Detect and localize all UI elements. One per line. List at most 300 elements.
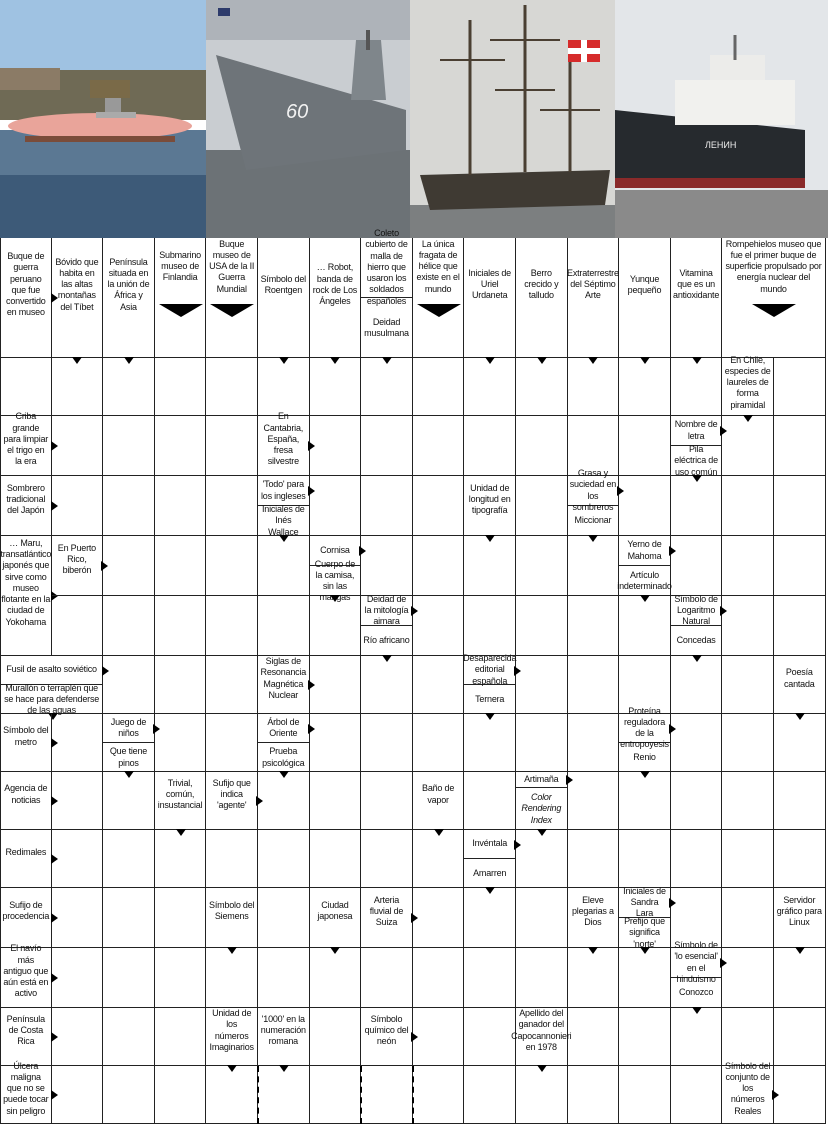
- answer-cell[interactable]: [413, 830, 465, 888]
- clue-text: Extraterrestre del Séptimo Arte: [567, 267, 619, 301]
- clue-cell: [0, 714, 52, 772]
- clue-cell: [0, 476, 52, 536]
- clue-cell: [206, 772, 258, 830]
- clue-text: Pila eléctrica de uso común: [674, 444, 718, 477]
- answer-cell[interactable]: [310, 948, 362, 1008]
- clue-text: Amarren: [473, 867, 507, 878]
- clue-text: Apellido del ganador del Capocannonieri en 1978: [511, 1008, 572, 1052]
- submarine-photo: [0, 0, 208, 238]
- answer-cell[interactable]: [722, 536, 774, 596]
- answer-cell[interactable]: [258, 358, 310, 416]
- clue-cell: [671, 238, 723, 358]
- answer-cell[interactable]: [516, 596, 568, 656]
- clue-text: Prueba psicológica: [262, 746, 305, 768]
- clue-text: Criba grande para limpiar el trigo en la era: [3, 411, 49, 467]
- clue-cell: [671, 940, 723, 1008]
- answer-cell[interactable]: [568, 416, 620, 476]
- clue-cell: [464, 238, 516, 358]
- answer-cell[interactable]: [52, 358, 104, 416]
- clue-text: Península situada en la unión de África y Asia: [107, 256, 150, 312]
- answer-cell[interactable]: [103, 358, 155, 416]
- answer-cell[interactable]: [258, 830, 310, 888]
- clue-text: Fusil de asalto soviético: [1, 656, 102, 685]
- clue-text: Yerno de Mahoma: [619, 536, 670, 566]
- answer-cell[interactable]: [155, 888, 207, 948]
- answer-cell[interactable]: [568, 358, 620, 416]
- answer-cell[interactable]: [361, 476, 413, 536]
- answer-cell[interactable]: [103, 1008, 155, 1066]
- answer-cell[interactable]: [464, 888, 516, 948]
- answer-cell[interactable]: [619, 772, 671, 830]
- answer-cell[interactable]: [774, 596, 826, 656]
- answer-cell[interactable]: [413, 1066, 465, 1124]
- answer-cell[interactable]: [722, 1008, 774, 1066]
- answer-cell[interactable]: [103, 1066, 155, 1124]
- answer-cell[interactable]: [103, 888, 155, 948]
- answer-cell[interactable]: [464, 714, 516, 772]
- clue-text: Símbolo químico del neón: [364, 1013, 409, 1047]
- answer-cell[interactable]: [774, 476, 826, 536]
- answer-cell[interactable]: [516, 416, 568, 476]
- frigate-photo: [410, 0, 617, 238]
- answer-cell[interactable]: [516, 830, 568, 888]
- answer-cell[interactable]: [310, 714, 362, 772]
- answer-cell[interactable]: [258, 536, 310, 596]
- clue-text: Vitamina que es un antioxidante: [673, 267, 720, 301]
- answer-cell[interactable]: [258, 772, 310, 830]
- answer-cell[interactable]: [464, 358, 516, 416]
- answer-cell[interactable]: [52, 1066, 104, 1124]
- answer-cell[interactable]: [155, 416, 207, 476]
- answer-cell[interactable]: [206, 830, 258, 888]
- answer-cell[interactable]: [722, 772, 774, 830]
- answer-cell[interactable]: [361, 536, 413, 596]
- clue-cell: [619, 536, 671, 596]
- clue-text: … Maru, transatlántico japonés que sirve como museo flotante en la ciudad de Yokohama: [0, 537, 52, 627]
- answer-cell[interactable]: [464, 948, 516, 1008]
- clue-text: Desaparecida editorial española: [463, 653, 517, 686]
- answer-cell[interactable]: [774, 416, 826, 476]
- answer-cell[interactable]: [619, 1008, 671, 1066]
- clue-cell: [774, 656, 826, 714]
- clue-cell: [361, 1008, 413, 1066]
- clue-text: Que tiene pinos: [109, 746, 148, 768]
- answer-cell[interactable]: [464, 596, 516, 656]
- clue-text: El navío más antiguo que aún está en activo: [3, 943, 49, 999]
- clue-text: Península de Costa Rica: [6, 1013, 45, 1047]
- answer-cell[interactable]: [52, 596, 104, 656]
- clue-cell: [516, 772, 568, 830]
- answer-cell[interactable]: [774, 948, 826, 1008]
- answer-cell[interactable]: [671, 476, 723, 536]
- clue-text: Prefijo que significa 'norte': [624, 916, 665, 949]
- arrow-down-icon: [752, 304, 796, 317]
- answer-cell[interactable]: [155, 948, 207, 1008]
- answer-cell[interactable]: [155, 830, 207, 888]
- clue-cell: [258, 1008, 310, 1066]
- answer-cell[interactable]: [722, 656, 774, 714]
- clue-cell: [206, 1008, 258, 1066]
- clue-text: Símbolo del Siemens: [209, 900, 255, 922]
- answer-cell[interactable]: [258, 1066, 310, 1124]
- answer-cell[interactable]: [516, 714, 568, 772]
- answer-cell[interactable]: [258, 888, 310, 948]
- clue-text: Agencia de noticias: [4, 783, 48, 805]
- clue-cell: [0, 536, 52, 656]
- answer-cell[interactable]: [413, 596, 465, 656]
- clue-text: Murallón o terraplén que se hace para defenderse de las aguas: [4, 682, 100, 716]
- arrow-down-icon: [159, 304, 203, 317]
- word-separator: [360, 1066, 362, 1124]
- battleship-photo: [206, 0, 412, 238]
- clue-text: Nombre de letra: [671, 416, 722, 446]
- clue-text: Bóvido que habita en las altas montañas del Tíbet: [55, 256, 99, 312]
- answer-cell[interactable]: [619, 416, 671, 476]
- answer-cell[interactable]: [774, 772, 826, 830]
- clue-text: cubierto de malla de hierro que usaron los soldados españoles: [361, 238, 412, 298]
- answer-cell[interactable]: [413, 476, 465, 536]
- answer-cell[interactable]: [413, 536, 465, 596]
- answer-cell[interactable]: [619, 596, 671, 656]
- clue-cell: [206, 238, 258, 358]
- clue-text: Buque de guerra peruano que fue convertido en museo: [6, 251, 46, 318]
- clue-cell: [103, 238, 155, 358]
- clue-cell: [155, 772, 207, 830]
- answer-cell[interactable]: [413, 714, 465, 772]
- answer-cell[interactable]: [52, 476, 104, 536]
- answer-cell[interactable]: [52, 830, 104, 888]
- answer-cell[interactable]: [671, 888, 723, 948]
- answer-cell[interactable]: [464, 1066, 516, 1124]
- answer-cell[interactable]: [568, 536, 620, 596]
- clue-cell: [52, 238, 104, 358]
- answer-cell[interactable]: [361, 948, 413, 1008]
- answer-cell[interactable]: [568, 714, 620, 772]
- answer-cell[interactable]: [568, 830, 620, 888]
- answer-cell[interactable]: [568, 1066, 620, 1124]
- answer-cell[interactable]: [361, 830, 413, 888]
- clue-cell: [516, 238, 568, 358]
- clue-text: Iniciales de Inés Wallace: [261, 504, 305, 537]
- clue-cell: [310, 536, 362, 603]
- clue-text: Trivial, común, insustancial: [157, 777, 203, 811]
- answer-cell[interactable]: [155, 358, 207, 416]
- clue-cell: [52, 536, 104, 596]
- answer-cell[interactable]: [516, 948, 568, 1008]
- clue-text: Invéntala: [464, 830, 515, 859]
- clue-text: La única fragata de hélice que existe en el mundo: [416, 238, 460, 294]
- clue-text: Arteria fluvial de Suiza: [369, 894, 404, 928]
- answer-cell[interactable]: [568, 596, 620, 656]
- answer-cell[interactable]: [619, 1066, 671, 1124]
- answer-cell[interactable]: [206, 656, 258, 714]
- answer-cell[interactable]: [774, 358, 826, 416]
- clue-text: Grasa y suciedad en los sombreros: [568, 476, 619, 506]
- clue-cell: [0, 1060, 52, 1124]
- answer-cell[interactable]: [0, 358, 52, 416]
- answer-cell[interactable]: [310, 596, 362, 656]
- clue-cell: [413, 772, 465, 830]
- clue-text: Submarino museo de Finlandia: [159, 249, 201, 283]
- answer-cell[interactable]: [52, 714, 104, 772]
- answer-cell[interactable]: [310, 1008, 362, 1066]
- answer-cell[interactable]: [619, 476, 671, 536]
- answer-cell[interactable]: [413, 656, 465, 714]
- clue-cell: [722, 1060, 774, 1124]
- clue-text: Artimaña: [516, 772, 567, 788]
- clue-cell: [0, 830, 52, 888]
- clue-cell: [619, 885, 671, 949]
- answer-cell[interactable]: [103, 830, 155, 888]
- clue-cell: [206, 888, 258, 948]
- hull-name: ЛЕНИН: [705, 140, 737, 150]
- answer-cell[interactable]: [310, 772, 362, 830]
- answer-cell[interactable]: [206, 948, 258, 1008]
- clue-cell: [310, 238, 362, 358]
- answer-cell[interactable]: [103, 948, 155, 1008]
- clue-text: Iniciales de Sandra Lara: [619, 888, 670, 918]
- answer-cell[interactable]: [206, 596, 258, 656]
- answer-cell[interactable]: [310, 656, 362, 714]
- answer-cell[interactable]: [52, 772, 104, 830]
- arrow-down-icon: [210, 304, 254, 317]
- clue-text: Poesía cantada: [783, 667, 815, 689]
- clue-text: Baño de vapor: [422, 783, 455, 805]
- arrow-down-icon: [417, 304, 461, 317]
- answer-cell[interactable]: [516, 536, 568, 596]
- clue-cell: [258, 238, 310, 358]
- answer-cell[interactable]: [671, 536, 723, 596]
- answer-cell[interactable]: [155, 536, 207, 596]
- clue-text: Árbol de Oriente: [258, 714, 309, 743]
- clue-text: Ciudad japonesa: [317, 900, 353, 922]
- clue-text: Servidor gráfico para Linux: [776, 894, 822, 928]
- answer-cell[interactable]: [52, 416, 104, 476]
- answer-cell[interactable]: [52, 1008, 104, 1066]
- clue-cell: [671, 416, 723, 476]
- answer-cell[interactable]: [516, 476, 568, 536]
- answer-cell[interactable]: [671, 830, 723, 888]
- crossword-grid: [0, 238, 826, 1116]
- answer-cell[interactable]: [722, 948, 774, 1008]
- answer-cell[interactable]: [671, 1008, 723, 1066]
- answer-cell[interactable]: [671, 1066, 723, 1124]
- answer-cell[interactable]: [464, 416, 516, 476]
- clue-cell: [103, 714, 155, 772]
- answer-cell[interactable]: [722, 476, 774, 536]
- answer-cell[interactable]: [206, 416, 258, 476]
- clue-cell: [155, 238, 207, 358]
- answer-cell[interactable]: [361, 714, 413, 772]
- clue-text: Deidad de la mitología aimara: [361, 596, 412, 626]
- clue-text: … Robot, banda de rock de Los Ángeles: [312, 262, 358, 307]
- clue-text: Símbolo de 'lo esencial' en el hinduismo: [671, 948, 722, 978]
- answer-cell[interactable]: [774, 714, 826, 772]
- clue-cell: [568, 468, 620, 536]
- clue-text: Iniciales de Uriel Urdaneta: [468, 267, 511, 301]
- clue-cell: [568, 888, 620, 948]
- clue-cell: [361, 593, 413, 656]
- clue-cell: [464, 476, 516, 536]
- answer-cell[interactable]: [722, 830, 774, 888]
- answer-cell[interactable]: [722, 596, 774, 656]
- answer-cell[interactable]: [516, 656, 568, 714]
- clue-cell: [0, 238, 52, 358]
- answer-cell[interactable]: [568, 948, 620, 1008]
- answer-cell[interactable]: [103, 596, 155, 656]
- clue-cell: [0, 943, 52, 1008]
- clue-text: Símbolo del Roentgen: [260, 273, 306, 295]
- answer-cell[interactable]: [155, 656, 207, 714]
- answer-cell[interactable]: [361, 656, 413, 714]
- answer-cell[interactable]: [722, 888, 774, 948]
- clue-text: Buque museo de USA de la II Guerra Mundial: [209, 238, 255, 294]
- clue-text: Sufijo de procedencia: [2, 900, 50, 922]
- clue-cell: [310, 888, 362, 948]
- answer-cell[interactable]: [464, 1008, 516, 1066]
- answer-cell[interactable]: [103, 772, 155, 830]
- answer-cell[interactable]: [413, 1008, 465, 1066]
- clue-cell: [511, 1008, 572, 1066]
- answer-cell[interactable]: [516, 358, 568, 416]
- answer-cell[interactable]: [52, 888, 104, 948]
- clue-cell: [258, 411, 310, 476]
- answer-cell[interactable]: [568, 772, 620, 830]
- clue-text: En Puerto Rico, biberón: [57, 542, 96, 576]
- answer-cell[interactable]: [671, 358, 723, 416]
- answer-cell[interactable]: [206, 536, 258, 596]
- hull-number: 60: [286, 101, 309, 123]
- answer-cell[interactable]: [774, 1008, 826, 1066]
- answer-cell[interactable]: [155, 596, 207, 656]
- clue-cell: [463, 653, 517, 714]
- answer-cell[interactable]: [568, 656, 620, 714]
- answer-cell[interactable]: [671, 772, 723, 830]
- answer-cell[interactable]: [619, 830, 671, 888]
- answer-cell[interactable]: [206, 476, 258, 536]
- answer-cell[interactable]: [464, 536, 516, 596]
- answer-cell[interactable]: [155, 1066, 207, 1124]
- clue-text: En Chile, especies de laureles de forma piramidal: [724, 354, 771, 410]
- clue-text: Eleve plegarias a Dios: [571, 894, 614, 928]
- clue-text: Ternera: [475, 693, 505, 704]
- answer-cell[interactable]: [310, 830, 362, 888]
- answer-cell[interactable]: [361, 772, 413, 830]
- answer-cell[interactable]: [722, 416, 774, 476]
- answer-cell[interactable]: [361, 416, 413, 476]
- answer-cell[interactable]: [361, 1066, 413, 1124]
- photo-strip: [0, 0, 828, 240]
- clue-text: Siglas de Resonancia Magnética Nuclear: [260, 656, 307, 700]
- answer-cell[interactable]: [568, 1008, 620, 1066]
- answer-cell[interactable]: [52, 948, 104, 1008]
- clue-cell: [671, 593, 723, 656]
- answer-cell[interactable]: [361, 358, 413, 416]
- clue-text: Símbolo de Logaritmo Natural: [671, 596, 722, 626]
- clue-cell: [568, 238, 620, 358]
- answer-cell[interactable]: [413, 358, 465, 416]
- clue-text: Berro crecido y talludo: [524, 267, 559, 301]
- answer-cell[interactable]: [619, 358, 671, 416]
- clue-text: Cuerpo de la camisa, sin las mangas: [314, 558, 355, 603]
- answer-cell[interactable]: [310, 358, 362, 416]
- clue-text: Redimales: [5, 846, 47, 857]
- answer-cell[interactable]: [413, 948, 465, 1008]
- answer-cell[interactable]: [103, 656, 155, 714]
- answer-cell[interactable]: [103, 476, 155, 536]
- clue-text: Río africano: [363, 635, 410, 646]
- answer-cell[interactable]: [413, 416, 465, 476]
- answer-cell[interactable]: [464, 772, 516, 830]
- answer-cell[interactable]: [722, 714, 774, 772]
- clue-cell: [464, 830, 516, 888]
- clue-text: Unidad de longitud en tipografía: [468, 482, 511, 516]
- answer-cell[interactable]: [206, 358, 258, 416]
- clue-cell: [0, 411, 52, 476]
- clue-text: Juego de niños: [103, 714, 154, 743]
- clue-cell: [361, 888, 413, 948]
- answer-cell[interactable]: [774, 830, 826, 888]
- answer-cell[interactable]: [155, 1008, 207, 1066]
- clue-text: Símbolo del metro: [3, 725, 49, 747]
- answer-cell[interactable]: [206, 714, 258, 772]
- answer-cell[interactable]: [310, 416, 362, 476]
- answer-cell[interactable]: [258, 596, 310, 656]
- answer-cell[interactable]: [310, 1066, 362, 1124]
- answer-cell[interactable]: [774, 536, 826, 596]
- clue-cell: [413, 238, 465, 358]
- clue-text: Sufijo que indica 'agente': [212, 777, 251, 811]
- clue-text: Úlcera maligna que no se puede tocar sin peligro: [3, 1060, 49, 1116]
- clue-text: Yunque pequeño: [627, 273, 662, 295]
- answer-cell[interactable]: [619, 948, 671, 1008]
- answer-cell[interactable]: [413, 888, 465, 948]
- clue-text: Sombrero tradicional del Japón: [6, 482, 46, 516]
- answer-cell[interactable]: [103, 536, 155, 596]
- answer-cell[interactable]: [155, 714, 207, 772]
- clue-text: Deidad musulmana: [364, 316, 409, 338]
- answer-cell[interactable]: [516, 888, 568, 948]
- answer-cell[interactable]: [258, 948, 310, 1008]
- clue-cell: [258, 656, 310, 714]
- icebreaker-photo: [615, 0, 828, 238]
- clue-cell: [774, 888, 826, 948]
- clue-cell: [0, 888, 52, 948]
- answer-cell[interactable]: [103, 416, 155, 476]
- answer-cell[interactable]: [774, 1066, 826, 1124]
- clue-text: 'Todo' para los ingleses: [258, 476, 309, 506]
- clue-text: '1000' en la numeración romana: [260, 1013, 306, 1047]
- clue-text: Proteína reguladora de la entropoyesis: [620, 705, 669, 750]
- clue-cell: [0, 656, 103, 714]
- answer-cell[interactable]: [671, 714, 723, 772]
- clue-cell: [0, 1008, 52, 1066]
- clue-text: En Cantabria, España, fresa silvestre: [263, 411, 304, 467]
- clue-text: Rompehielos museo que fue el primer buque de superficie propulsado por energía nuclear del mundo: [725, 238, 822, 294]
- answer-cell[interactable]: [671, 656, 723, 714]
- answer-cell[interactable]: [155, 476, 207, 536]
- word-separator: [412, 1066, 414, 1124]
- clue-text: Renio: [633, 751, 656, 762]
- clue-text: Símbolo del conjunto de los números Reales: [725, 1060, 771, 1116]
- answer-cell[interactable]: [516, 1066, 568, 1124]
- answer-cell[interactable]: [206, 1066, 258, 1124]
- clue-text: Miccionar: [574, 515, 612, 526]
- answer-cell[interactable]: [310, 476, 362, 536]
- clue-text: Unidad de los números Imaginarios: [209, 1008, 254, 1052]
- clue-cell: [619, 705, 671, 772]
- clue-text: Conozco: [679, 987, 714, 998]
